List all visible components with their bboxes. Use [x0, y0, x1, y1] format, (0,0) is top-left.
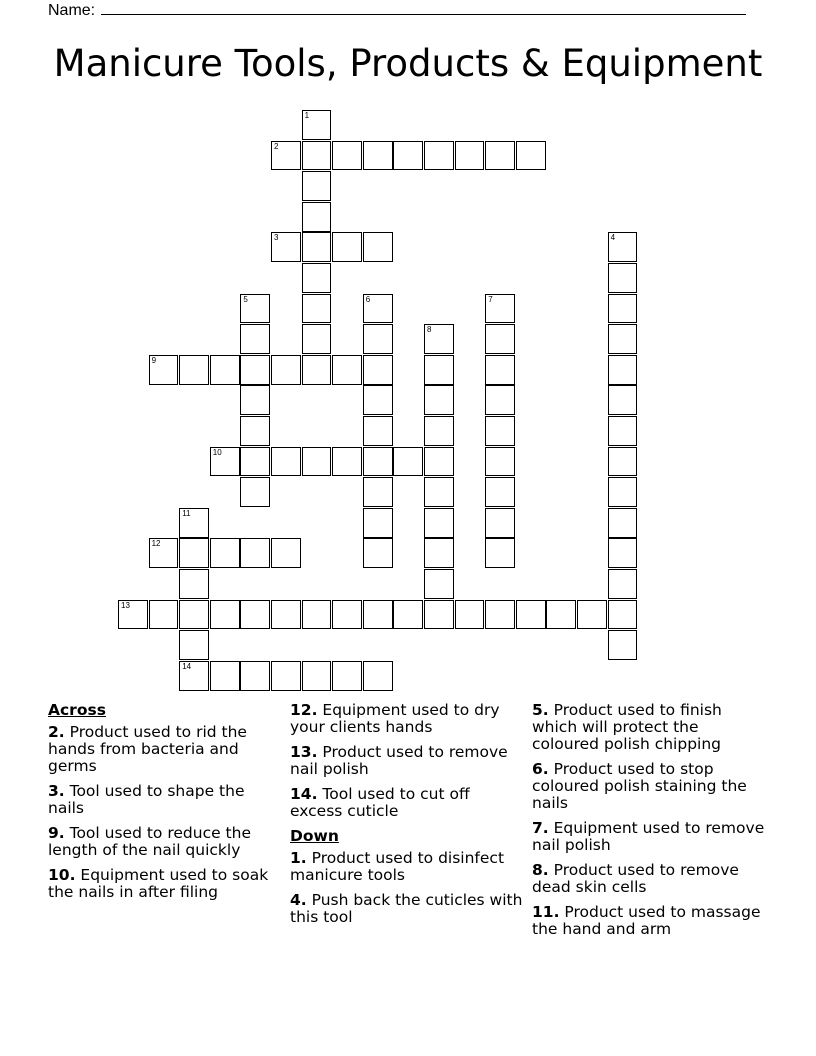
grid-cell[interactable] [210, 600, 240, 630]
grid-cell[interactable] [608, 416, 638, 446]
grid-cell[interactable] [240, 324, 270, 354]
clues-column-1 [48, 702, 284, 909]
clue-number: 2. [48, 723, 65, 741]
grid-cell[interactable] [363, 508, 393, 538]
clue-number: 9. [48, 824, 65, 842]
grid-cell[interactable] [179, 600, 209, 630]
grid-cell[interactable] [485, 324, 515, 354]
grid-cell[interactable] [179, 630, 209, 660]
clue-across-12 [290, 702, 526, 736]
grid-cell[interactable] [179, 661, 209, 691]
grid-cell[interactable] [485, 416, 515, 446]
grid-cell[interactable] [210, 538, 240, 568]
grid-cell[interactable] [485, 141, 515, 171]
clue-across-3 [48, 783, 284, 817]
clue-number: 8. [532, 861, 549, 879]
clue-down-8 [532, 862, 768, 896]
clue-number-label: 4 [610, 233, 616, 243]
grid-cell[interactable] [363, 324, 393, 354]
grid-cell[interactable] [393, 141, 423, 171]
grid-cell[interactable] [149, 538, 179, 568]
grid-cell[interactable] [332, 447, 362, 477]
grid-cell[interactable] [271, 447, 301, 477]
clue-across-10 [48, 867, 284, 901]
clue-number-label: 12 [151, 539, 161, 549]
clue-number: 7. [532, 819, 549, 837]
grid-cell[interactable] [363, 141, 393, 171]
grid-cell[interactable] [424, 569, 454, 599]
clue-number-label: 14 [182, 661, 192, 671]
grid-cell[interactable] [485, 600, 515, 630]
grid-cell[interactable] [332, 232, 362, 262]
clue-down-11 [532, 904, 768, 938]
grid-cell[interactable] [485, 385, 515, 415]
clue-text: Product used to finish which will protect the coloured polish chipping [532, 701, 722, 753]
clue-text: Equipment used to dry your clients hands [290, 701, 500, 736]
grid-cell[interactable] [210, 355, 240, 385]
clue-text: Push back the cuticles with this tool [290, 891, 523, 926]
grid-cell[interactable] [608, 324, 638, 354]
grid-cell[interactable] [179, 538, 209, 568]
clue-number-label: 9 [151, 355, 157, 365]
clue-text: Product used to massage the hand and arm [532, 903, 761, 938]
clue-number: 5. [532, 701, 549, 719]
clue-down-1 [290, 850, 526, 884]
grid-cell[interactable] [179, 569, 209, 599]
clue-text: Equipment used to soak the nails in after filing [48, 866, 269, 901]
grid-cell[interactable] [363, 232, 393, 262]
grid-cell[interactable] [485, 477, 515, 507]
clue-number: 13. [290, 743, 318, 761]
clue-number-label: 6 [365, 294, 371, 304]
grid-cell[interactable] [240, 661, 270, 691]
grid-cell[interactable] [516, 141, 546, 171]
grid-cell[interactable] [302, 232, 332, 262]
grid-cell[interactable] [271, 232, 301, 262]
clue-text: Equipment used to remove nail polish [532, 819, 765, 854]
clue-number-label: 10 [212, 447, 222, 457]
grid-cell[interactable] [363, 600, 393, 630]
grid-cell[interactable] [302, 355, 332, 385]
grid-cell[interactable] [118, 600, 148, 630]
grid-cell[interactable] [485, 447, 515, 477]
puzzle-title: Manicure Tools, Products & Equipment [53, 42, 763, 85]
grid-cell[interactable] [424, 447, 454, 477]
clue-number: 4. [290, 891, 307, 909]
grid-cell[interactable] [302, 202, 332, 232]
grid-cell[interactable] [240, 416, 270, 446]
grid-cell[interactable] [424, 416, 454, 446]
clue-down-5 [532, 702, 768, 753]
clue-number-label: 8 [427, 325, 432, 335]
grid-cell[interactable] [302, 447, 332, 477]
grid-cell[interactable] [271, 600, 301, 630]
grid-cell[interactable] [608, 294, 638, 324]
grid-cell[interactable] [577, 600, 607, 630]
clues-column-3 [532, 702, 768, 946]
grid-cell[interactable] [455, 600, 485, 630]
grid-cell[interactable] [455, 141, 485, 171]
clue-across-13 [290, 744, 526, 778]
grid-cell[interactable] [363, 661, 393, 691]
grid-cell[interactable] [424, 355, 454, 385]
grid-cell[interactable] [485, 538, 515, 568]
grid-cell[interactable] [363, 477, 393, 507]
grid-cell[interactable] [608, 630, 638, 660]
grid-cell[interactable] [363, 385, 393, 415]
clue-text: Product used to rid the hands from bacteria and germs [48, 723, 247, 775]
grid-cell[interactable] [149, 355, 179, 385]
clue-number: 11. [532, 903, 560, 921]
grid-cell[interactable] [424, 324, 454, 354]
grid-cell[interactable] [608, 538, 638, 568]
clue-across-14 [290, 786, 526, 820]
grid-cell[interactable] [516, 600, 546, 630]
grid-cell[interactable] [240, 538, 270, 568]
clue-down-7 [532, 820, 768, 854]
grid-cell[interactable] [485, 294, 515, 324]
grid-cell[interactable] [302, 263, 332, 293]
grid-cell[interactable] [546, 600, 576, 630]
grid-cell[interactable] [608, 600, 638, 630]
grid-cell[interactable] [302, 294, 332, 324]
clue-number-label: 3 [274, 233, 279, 243]
clue-number: 6. [532, 760, 549, 778]
grid-cell[interactable] [332, 661, 362, 691]
grid-cell[interactable] [332, 141, 362, 171]
clue-number-label: 13 [121, 600, 130, 610]
clues-column-2 [290, 702, 526, 934]
grid-cell[interactable] [393, 600, 423, 630]
clue-text: Product used to disinfect manicure tools [290, 849, 505, 884]
grid-cell[interactable] [608, 385, 638, 415]
grid-cell[interactable] [240, 447, 270, 477]
clue-text: Tool used to shape the nails [48, 782, 245, 817]
grid-cell[interactable] [424, 538, 454, 568]
grid-cell[interactable] [332, 355, 362, 385]
clue-number-label: 5 [243, 294, 248, 304]
grid-cell[interactable] [608, 508, 638, 538]
grid-cell[interactable] [240, 600, 270, 630]
clue-number: 12. [290, 701, 318, 719]
grid-cell[interactable] [302, 600, 332, 630]
grid-cell[interactable] [240, 385, 270, 415]
grid-cell[interactable] [608, 263, 638, 293]
grid-cell[interactable] [363, 538, 393, 568]
grid-cell[interactable] [271, 538, 301, 568]
grid-cell[interactable] [302, 110, 332, 140]
clue-text: Tool used to cut off excess cuticle [290, 785, 470, 820]
grid-cell[interactable] [424, 477, 454, 507]
grid-cell[interactable] [363, 447, 393, 477]
grid-cell[interactable] [271, 661, 301, 691]
clue-text: Product used to stop coloured polish staining the nails [532, 760, 747, 812]
clue-number-label: 1 [304, 111, 310, 120]
grid-cell[interactable] [179, 508, 209, 538]
grid-cell[interactable] [271, 355, 301, 385]
grid-cell[interactable] [424, 141, 454, 171]
grid-cell[interactable] [363, 416, 393, 446]
grid-cell[interactable] [179, 355, 209, 385]
across-heading: Across [48, 701, 106, 719]
clue-number: 14. [290, 785, 318, 803]
clue-down-6 [532, 761, 768, 812]
grid-cell[interactable] [608, 477, 638, 507]
grid-cell[interactable] [485, 508, 515, 538]
clue-number: 1. [290, 849, 307, 867]
grid-cell[interactable] [393, 447, 423, 477]
grid-cell[interactable] [240, 477, 270, 507]
grid-cell[interactable] [332, 600, 362, 630]
clue-number-label: 7 [488, 294, 493, 304]
grid-cell[interactable] [302, 141, 332, 171]
clue-text: Tool used to reduce the length of the nail quickly [48, 824, 251, 859]
grid-cell[interactable] [424, 385, 454, 415]
clue-number: 10. [48, 866, 76, 884]
grid-cell[interactable] [608, 447, 638, 477]
clue-down-4 [290, 892, 526, 926]
grid-cell[interactable] [363, 355, 393, 385]
name-label: Name: [48, 2, 96, 19]
grid-cell[interactable] [210, 661, 240, 691]
grid-cell[interactable] [302, 661, 332, 691]
grid-cell[interactable] [302, 324, 332, 354]
grid-cell[interactable] [240, 355, 270, 385]
clue-text: Product used to remove nail polish [290, 743, 508, 778]
clue-across-9 [48, 825, 284, 859]
grid-cell[interactable] [149, 600, 179, 630]
grid-cell[interactable] [210, 447, 240, 477]
grid-cell[interactable] [608, 355, 638, 385]
grid-cell[interactable] [608, 232, 638, 262]
down-heading: Down [290, 827, 339, 845]
clue-number-label: 11 [182, 508, 191, 518]
grid-cell[interactable] [424, 508, 454, 538]
grid-cell[interactable] [240, 294, 270, 324]
grid-cell[interactable] [485, 355, 515, 385]
grid-cell[interactable] [363, 294, 393, 324]
clue-text: Product used to remove dead skin cells [532, 861, 739, 896]
clue-number: 3. [48, 782, 65, 800]
clue-number-label: 2 [274, 141, 279, 151]
grid-cell[interactable] [424, 600, 454, 630]
grid-cell[interactable] [608, 569, 638, 599]
grid-cell[interactable] [271, 141, 301, 171]
grid-cell[interactable] [302, 171, 332, 201]
clue-across-2 [48, 724, 284, 775]
